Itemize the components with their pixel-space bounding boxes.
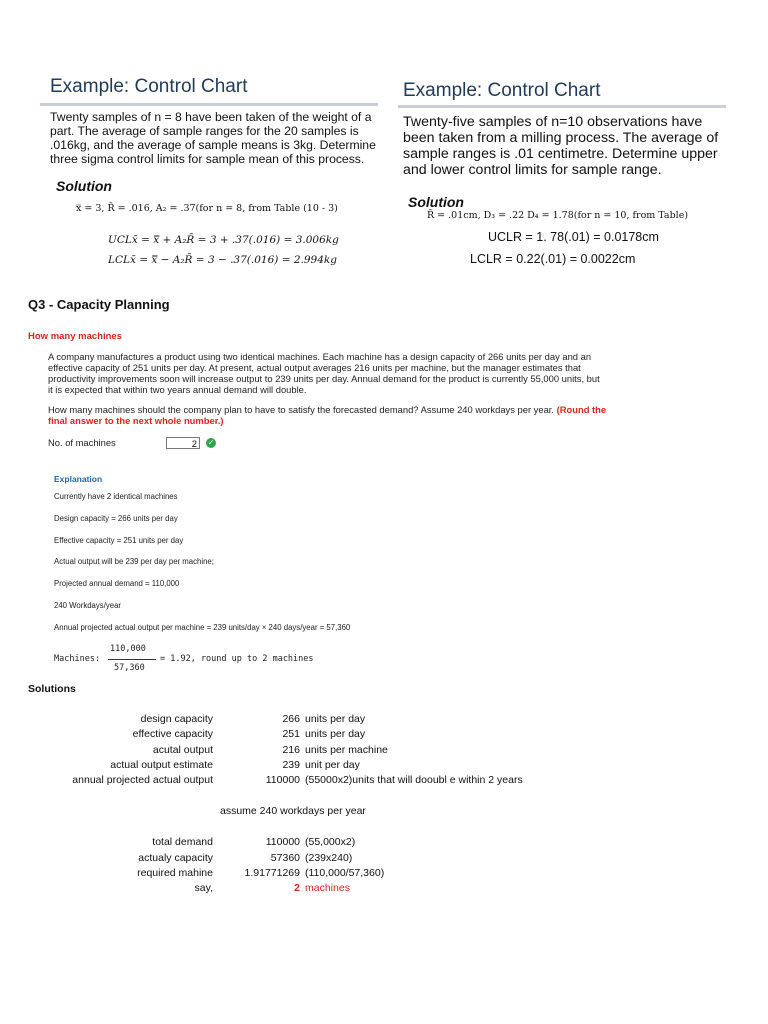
row-value-final: 2 — [294, 882, 300, 894]
row-label: effective capacity — [132, 728, 213, 740]
right-slide-lcl: LCLR = 0.22(.01) = 0.0022cm — [470, 252, 636, 266]
question-round-note-2: final answer to the next whole number.) — [48, 415, 224, 426]
left-slide-lcl: LCLx̄ = x̿ − A₂R̄ = 3 − .37(.016) = 2.994kg — [108, 254, 337, 266]
right-slide-divider — [398, 105, 726, 108]
problem-line: it is expected that within two years annual demand will double. — [48, 384, 307, 395]
problem-line: effective capacity of 251 units per day. At present, actual output averages 216 units per machine, but the manager estimates that — [48, 362, 581, 373]
row-value: 251 — [282, 728, 300, 740]
right-slide-solution-heading: Solution — [408, 194, 464, 210]
left-slide-solution-heading: Solution — [56, 178, 112, 194]
row-value: 57360 — [270, 852, 300, 864]
row-unit-final: machines — [305, 882, 350, 894]
row-unit: (239x240) — [305, 852, 353, 864]
row-value: 239 — [282, 759, 300, 771]
row-label: annual projected actual output — [72, 774, 213, 786]
row-label: required mahine — [137, 867, 213, 879]
fraction-bar — [108, 659, 156, 660]
section-subheading: How many machines — [28, 331, 122, 342]
row-label: say, — [194, 882, 213, 894]
left-slide-problem: Twenty samples of n = 8 have been taken of the weight of a part. The average of sample ranges for the 20 samples is .016kg, and the average of sample means is 3kg. Determine three sigma control limits for sample mean of this process. — [50, 110, 376, 166]
question-main: How many machines should the company plan to have to satisfy the forecasted demand? Assume 240 workdays per year. — [48, 404, 557, 415]
check-icon: ✓ — [207, 438, 215, 447]
explanation-line: Annual projected actual output per machine = 239 units/day × 240 days/year = 57,360 — [54, 623, 351, 632]
right-slide-problem: Twenty-five samples of n=10 observations have been taken from a milling process. The average of sample ranges is .01 centimetre. Determine upper and lower control limits for sample range. — [403, 114, 719, 178]
assume-note: assume 240 workdays per year — [220, 805, 366, 817]
row-value: 1.91771269 — [244, 867, 300, 879]
problem-line: A company manufactures a product using two identical machines. Each machine has a design capacity of 266 units per day and an — [48, 351, 592, 362]
row-unit: units per day — [305, 713, 366, 725]
left-slide-given: x̿ = 3, R̄ = .016, A₂ = .37(for n = 8, from Table (10 - 3) — [76, 203, 338, 214]
row-unit: (55000x2)units that will dooubl e within 2 years — [305, 774, 523, 786]
row-value: 266 — [282, 713, 300, 725]
row-value: 110000 — [265, 836, 300, 848]
left-slide-ucl: UCLx̄ = x̿ + A₂R̄ = 3 + .37(.016) = 3.006kg — [108, 234, 339, 246]
left-slide-title: Example: Control Chart — [50, 76, 248, 97]
machines-label: Machines: — [54, 654, 101, 664]
left-slide-divider — [40, 103, 378, 106]
fraction-result: = 1.92, round up to 2 machines — [160, 654, 314, 664]
fraction-numerator: 110,000 — [110, 644, 146, 654]
right-slide-given: R̄ = .01cm, D₃ = .22 D₄ = 1.78(for n = 10, from Table) — [427, 210, 689, 221]
solutions-heading: Solutions — [28, 683, 76, 695]
row-label: acutal output — [152, 744, 213, 756]
explanation-line: Effective capacity = 251 units per day — [54, 536, 184, 545]
row-unit: (110,000/57,360) — [305, 867, 385, 879]
row-label: actual output estimate — [110, 759, 213, 771]
row-unit: units per machine — [305, 744, 388, 756]
right-slide-ucl: UCLR = 1. 78(.01) = 0.0178cm — [488, 230, 659, 244]
explanation-line: Projected annual demand = 110,000 — [54, 579, 180, 588]
row-label: actualy capacity — [138, 852, 213, 864]
explanation-title: Explanation — [54, 474, 103, 484]
answer-input[interactable]: 2 — [166, 437, 200, 449]
explanation-line: Design capacity = 266 units per day — [54, 514, 178, 523]
explanation-line: 240 Workdays/year — [54, 601, 122, 610]
problem-line: productivity improvements soon will increase output to 239 units per day. Annual demand for the product is currently 55,000 units, but — [48, 373, 600, 384]
question-text — [48, 404, 728, 426]
row-unit: unit per day — [305, 759, 360, 771]
right-slide-title: Example: Control Chart — [403, 80, 601, 101]
row-value: 216 — [282, 744, 300, 756]
question-round-note: (Round the — [556, 404, 607, 415]
row-unit: units per day — [305, 728, 366, 740]
problem-text — [48, 351, 728, 395]
row-unit: (55,000x2) — [305, 836, 356, 848]
row-label: design capacity — [140, 713, 213, 725]
row-value: 110000 — [265, 774, 300, 786]
section-heading: Q3 - Capacity Planning — [28, 297, 170, 312]
row-label: total demand — [152, 836, 213, 848]
answer-label: No. of machines — [48, 437, 116, 448]
fraction-denominator: 57,360 — [114, 663, 145, 673]
explanation-line: Actual output will be 239 per day per machine; — [54, 557, 214, 566]
explanation-line: Currently have 2 identical machines — [54, 492, 178, 501]
